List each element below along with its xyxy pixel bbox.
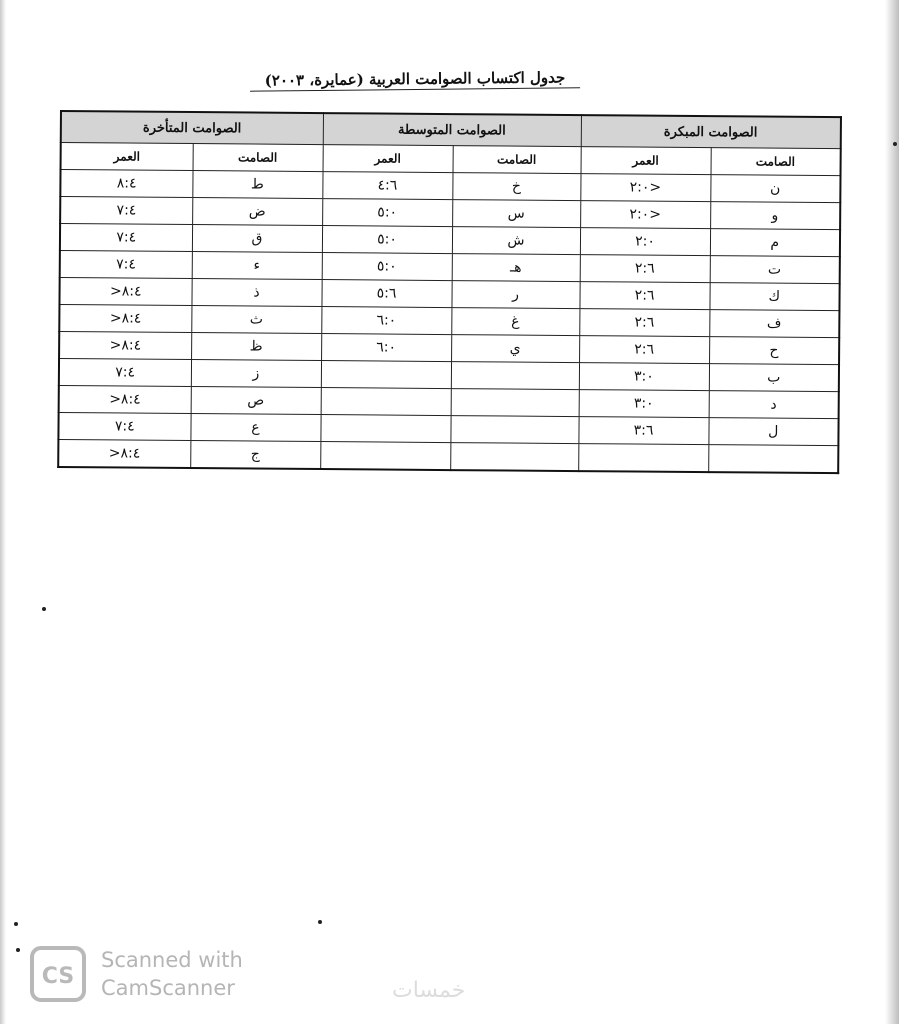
early-consonant-cell: ت bbox=[710, 256, 840, 284]
early-age-cell: ٢:٦ bbox=[579, 336, 709, 364]
early-age-cell bbox=[578, 444, 708, 473]
camscanner-logo-text: CS bbox=[41, 964, 75, 989]
late-age-cell: ٧:٤ bbox=[60, 197, 192, 225]
camscanner-line-1: Scanned with bbox=[101, 948, 243, 972]
late-consonant-cell: ء bbox=[192, 252, 322, 280]
late-age-cell: ٧:٤ bbox=[58, 412, 190, 440]
header-age-middle: العمر bbox=[323, 145, 453, 173]
early-age-cell: ٢:٦ bbox=[580, 255, 710, 283]
header-age-early: العمر bbox=[581, 147, 711, 175]
table-container bbox=[57, 110, 840, 474]
late-consonant-cell: ث bbox=[191, 306, 321, 334]
camscanner-logo-icon bbox=[30, 946, 86, 1002]
group-header-early: الصوامت المبكرة bbox=[581, 115, 841, 149]
early-age-cell: ٢:٦ bbox=[579, 309, 709, 337]
early-consonant-cell: ل bbox=[708, 418, 838, 446]
group-header-late: الصوامت المتأخرة bbox=[61, 111, 323, 145]
late-age-cell: ٨:٤< bbox=[59, 278, 191, 306]
late-consonant-cell: ع bbox=[190, 414, 320, 442]
scan-speck bbox=[42, 607, 46, 611]
late-age-cell: ٨:٤< bbox=[59, 385, 191, 413]
middle-consonant-cell bbox=[451, 389, 579, 417]
middle-consonant-cell: ر bbox=[451, 281, 579, 309]
early-consonant-cell: و bbox=[710, 202, 840, 230]
late-consonant-cell: ظ bbox=[191, 333, 321, 361]
middle-consonant-cell: خ bbox=[452, 173, 580, 201]
late-consonant-cell: ز bbox=[191, 360, 321, 388]
early-consonant-cell: ب bbox=[709, 364, 839, 392]
header-consonant-middle: الصامت bbox=[453, 146, 581, 174]
late-age-cell: ٨:٤< bbox=[58, 439, 190, 468]
scan-speck bbox=[318, 920, 322, 924]
middle-age-cell bbox=[321, 388, 451, 416]
scan-speck bbox=[16, 948, 20, 952]
header-consonant-late: الصامت bbox=[193, 144, 323, 172]
early-age-cell: ٢:٠ bbox=[580, 228, 710, 256]
watermark: خمسات bbox=[392, 978, 466, 1003]
late-consonant-cell: ط bbox=[192, 171, 322, 199]
late-age-cell: ٨:٤ bbox=[60, 170, 192, 198]
scan-speck bbox=[893, 142, 897, 146]
late-age-cell: ٧:٤ bbox=[59, 359, 191, 387]
middle-age-cell: ٤:٦ bbox=[322, 172, 452, 200]
middle-age-cell bbox=[320, 442, 450, 471]
consonant-acquisition-table bbox=[57, 110, 842, 474]
middle-age-cell: ٥:٦ bbox=[321, 280, 451, 308]
header-consonant-early: الصامت bbox=[711, 148, 841, 176]
middle-age-cell: ٥:٠ bbox=[322, 226, 452, 254]
middle-age-cell: ٦:٠ bbox=[321, 307, 451, 335]
early-consonant-cell: م bbox=[710, 229, 840, 257]
middle-consonant-cell: س bbox=[452, 200, 580, 228]
middle-age-cell bbox=[321, 361, 451, 389]
table-row bbox=[58, 439, 838, 473]
early-consonant-cell: ن bbox=[710, 175, 840, 203]
page-edge-right bbox=[885, 0, 899, 1024]
early-age-cell: ٣:٦ bbox=[578, 417, 708, 445]
middle-consonant-cell bbox=[451, 362, 579, 390]
table-title: جدول اكتساب الصوامت العربية (عمايرة، ٢٠٠٣) bbox=[250, 68, 580, 91]
early-age-cell: ٣:٠ bbox=[579, 390, 709, 418]
camscanner-caption bbox=[101, 946, 243, 1002]
middle-consonant-cell: غ bbox=[451, 308, 579, 336]
early-age-cell: ٢:٦ bbox=[579, 282, 709, 310]
early-consonant-cell: ك bbox=[709, 283, 839, 311]
early-consonant-cell bbox=[708, 445, 838, 474]
late-consonant-cell: ذ bbox=[191, 279, 321, 307]
header-age-late: العمر bbox=[61, 143, 193, 171]
camscanner-line-2: CamScanner bbox=[101, 976, 235, 1000]
middle-consonant-cell bbox=[450, 416, 578, 444]
late-consonant-cell: ض bbox=[192, 198, 322, 226]
late-age-cell: ٧:٤ bbox=[60, 251, 192, 279]
middle-age-cell bbox=[320, 415, 450, 443]
group-header-middle: الصوامت المتوسطة bbox=[323, 113, 581, 147]
early-consonant-cell: ف bbox=[709, 310, 839, 338]
middle-age-cell: ٦:٠ bbox=[321, 334, 451, 362]
middle-age-cell: ٥:٠ bbox=[322, 199, 452, 227]
late-age-cell: ٨:٤< bbox=[59, 305, 191, 333]
scan-speck bbox=[14, 922, 18, 926]
late-age-cell: ٨:٤< bbox=[59, 332, 191, 360]
page-edge-left bbox=[0, 0, 6, 1024]
middle-consonant-cell: هـ bbox=[452, 254, 580, 282]
early-age-cell: ٣:٠ bbox=[579, 363, 709, 391]
middle-consonant-cell bbox=[450, 443, 578, 472]
early-consonant-cell: د bbox=[709, 391, 839, 419]
late-consonant-cell: ص bbox=[191, 387, 321, 415]
late-consonant-cell: ق bbox=[192, 225, 322, 253]
late-age-cell: ٧:٤ bbox=[60, 224, 192, 252]
early-consonant-cell: ح bbox=[709, 337, 839, 365]
early-age-cell: <٢:٠ bbox=[580, 201, 710, 229]
middle-age-cell: ٥:٠ bbox=[322, 253, 452, 281]
early-age-cell: <٢:٠ bbox=[580, 174, 710, 202]
late-consonant-cell: ج bbox=[190, 441, 320, 470]
middle-consonant-cell: ي bbox=[451, 335, 579, 363]
middle-consonant-cell: ش bbox=[452, 227, 580, 255]
